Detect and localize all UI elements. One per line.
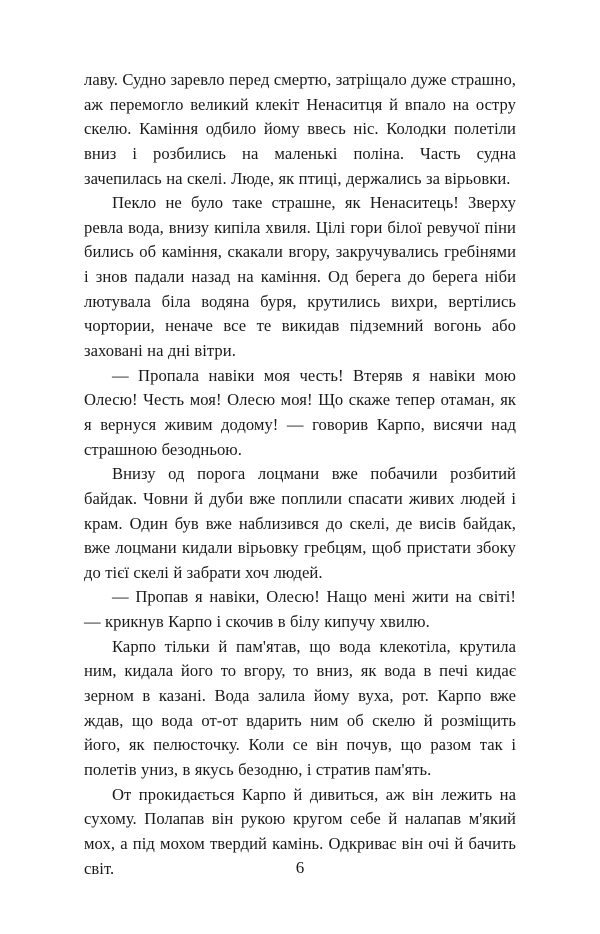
paragraph: Пекло не було таке страшне, як Ненаситець! Зверху ревла вода, внизу кипіла хвиля. Цілі гори білої ревучої піни бились об каміння, скакали вгору, закручувались гребінями і знов падали назад на каміння. Од берега до берега ніби лютувала біла водяна буря, крутились вихри, вертілись чортории, неначе все те викидав підземний вогонь або заховані на дні вітри. bbox=[84, 193, 516, 361]
page-body bbox=[84, 68, 516, 881]
paragraph: Внизу од порога лоцмани вже побачили розбитий байдак. Човни й дуби вже поплили спасати живих людей і крам. Один був вже наблизився до скелі, де висів байдак, вже лоцмани кидали вірьовку гребцям, щоб пристати збоку до тієї скелі й забрати хоч людей. bbox=[84, 464, 516, 582]
paragraph: Карпо тільки й пам'ятав, що вода клекотіла, крутила ним, кидала його то вгору, то вниз, як вода в печі кидає зерном в казані. Вода залила йому вуха, рот. Карпо вже ждав, що вода от-от вдарить ним об скелю й розміщить його, як пелюсточку. Коли се він почув, що разом так і полетів униз, в якусь безодню, і стратив пам'ять. bbox=[84, 636, 516, 779]
paragraph: От прокидається Карпо й дивиться, аж він лежить на сухому. Полапав він рукою кругом себе й налапав м'який мох, а під мохом твердий камінь. Одкриває він очі й бачить світ. bbox=[84, 784, 516, 878]
paragraph: лаву. Судно заревло перед смертю, затріщало дуже страшно, аж перемогло великий клекіт Ненаситця й впало на остру скелю. Каміння одбило йому ввесь ніс. Колодки полетіли вниз і розбились на маленькі поліна. Часть судна зачепилась на скелі. Люде, як птиці, держались за вірьовки. bbox=[84, 70, 516, 188]
paragraph: — Пропала навіки моя честь! Втеряв я навіки мою Олесю! Честь моя! Олесю моя! Що скаже тепер отаман, як я вернуся живим додому! — говорив Карпо, висячи над страшною безодньою. bbox=[84, 365, 516, 459]
page-number: 6 bbox=[295, 858, 305, 877]
paragraph: — Пропав я навіки, Олесю! Нащо мені жити на світі! — крикнув Карпо і скочив в білу кипучу хвилю. bbox=[84, 587, 516, 632]
